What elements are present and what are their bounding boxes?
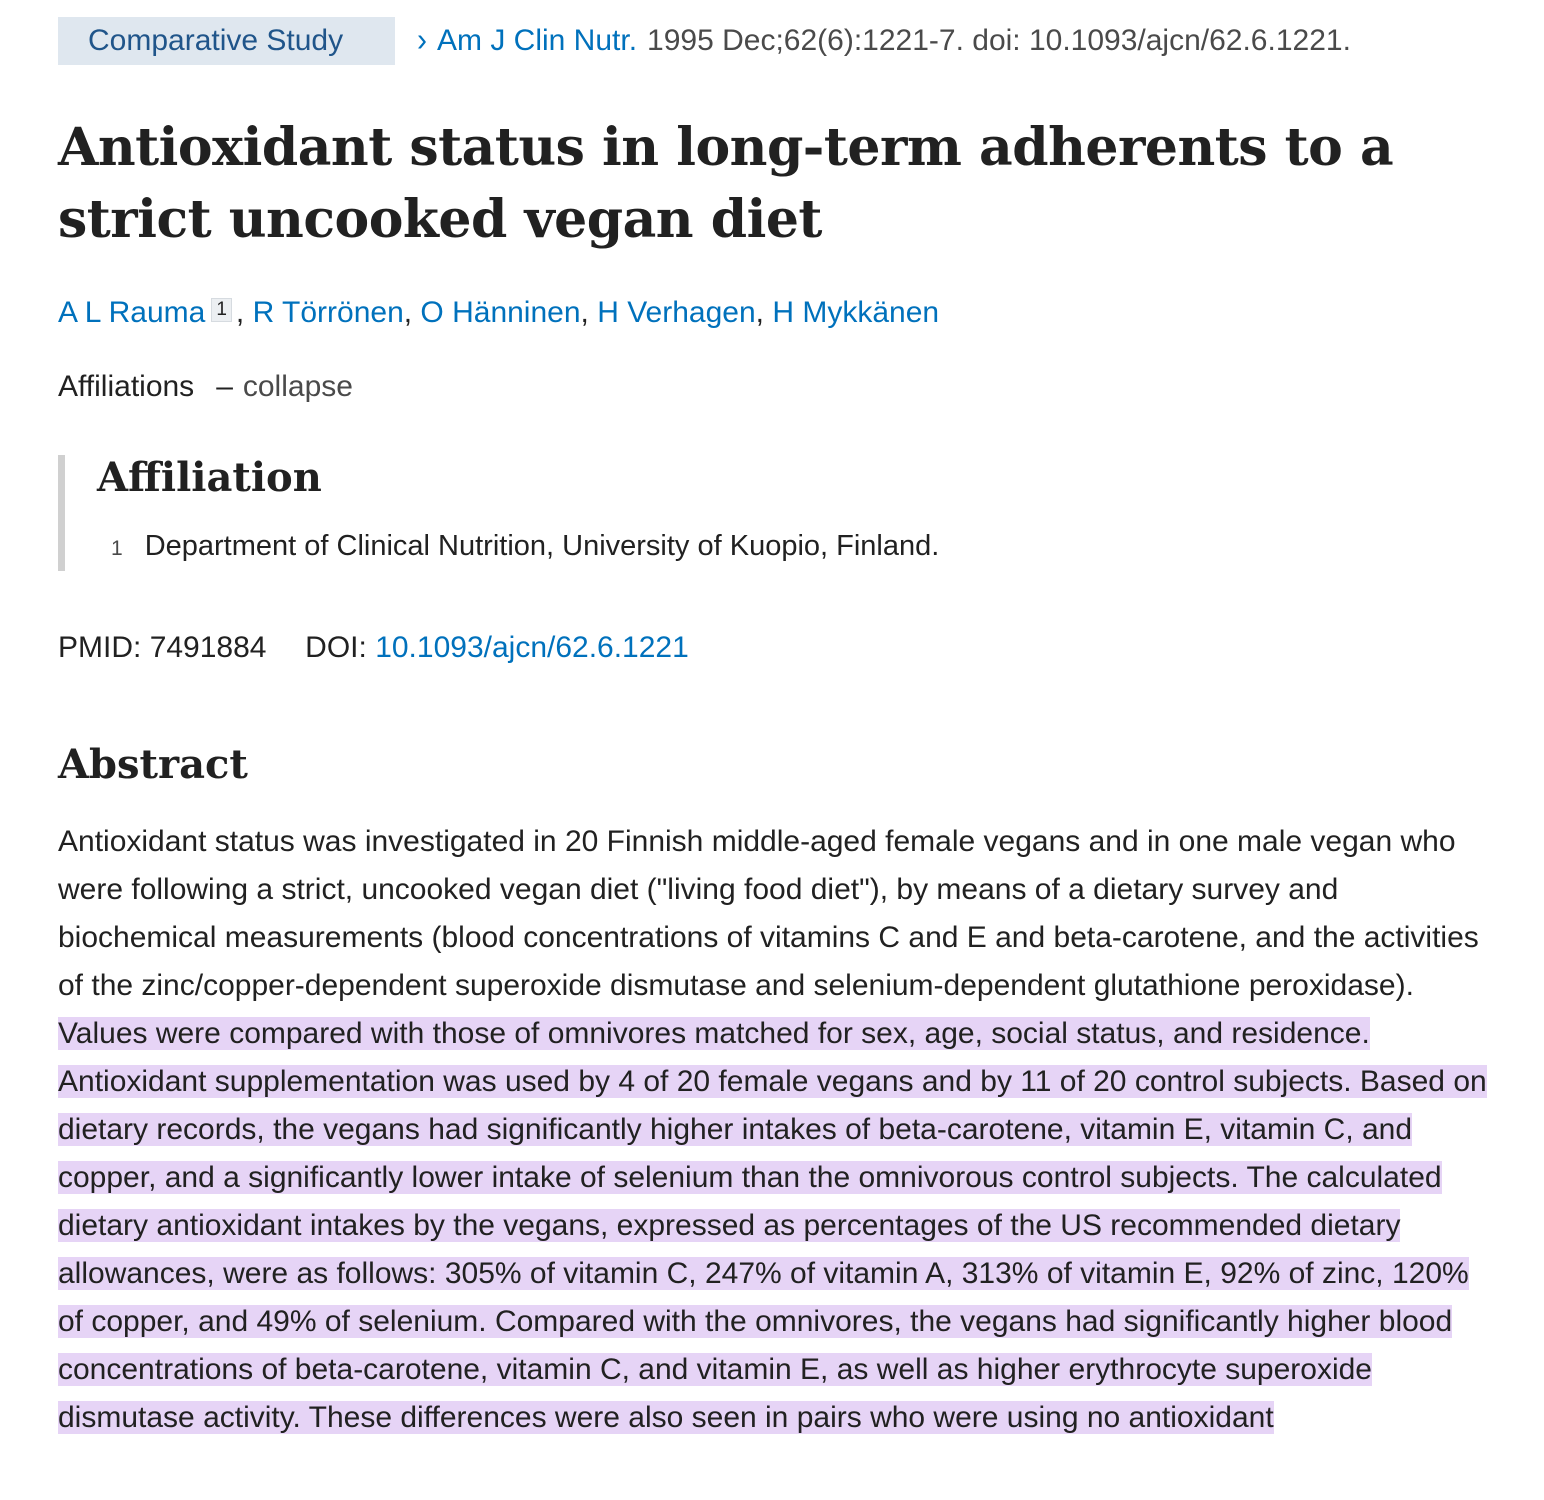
affiliation-number: 1 — [111, 537, 123, 560]
minus-icon: – — [216, 370, 233, 403]
doi-label: DOI: — [305, 631, 367, 664]
abstract-highlighted-text: Values were compared with those of omnivores matched for sex, age, social status, and residence. Antioxidant supplementation was used by 4 of 20 female vegans and by 11 of 20 control subjects. Based on dietary records, the vegans had significantly higher intakes of beta-carotene, vitamin E, vitamin C, and copper, and a significantly lower intake of selenium than the omnivorous control subjects. The calculated dietary antioxidant intakes by the vegans, expressed as percentages of the US recommended dietary allowances, were as follows: 305% of vitamin C, 247% of vitamin A, 313% of vitamin E, 92% of zinc, 120% of copper, and 49% of selenium. Compared with the omnivores, the vegans had significantly higher blood concentrations of beta-carotene, vitamin C, and vitamin E, as well as higher erythrocyte superoxide dismutase activity. These differences were also seen in pairs who were using no antioxidant — [58, 1017, 1487, 1434]
affiliation-item — [111, 530, 939, 563]
citation-details: 1995 Dec;62(6):1221-7. doi: 10.1093/ajcn/62.6.1221. — [647, 24, 1351, 57]
journal-citation — [417, 24, 1351, 58]
journal-link[interactable]: Am J Clin Nutr. — [437, 24, 638, 57]
author-link[interactable]: H Mykkänen — [772, 296, 940, 329]
affiliation-panel — [58, 455, 1365, 571]
article-title: Antioxidant status in long-term adherents to a strict uncooked vegan diet — [58, 117, 1394, 250]
abstract-heading: Abstract — [58, 741, 248, 788]
pmid-value: 7491884 — [149, 631, 267, 664]
author-link[interactable]: R Törrönen — [252, 296, 404, 329]
affiliation-ref-badge[interactable]: 1 — [211, 298, 232, 322]
author-link[interactable]: O Hänninen — [420, 296, 581, 329]
publication-type-tag[interactable]: Comparative Study — [58, 17, 395, 65]
doi-link[interactable]: 10.1093/ajcn/62.6.1221 — [375, 631, 689, 664]
pmid-label: PMID: — [58, 631, 142, 664]
author-link[interactable]: H Verhagen — [597, 296, 756, 329]
affiliations-label: Affiliations — [58, 370, 195, 403]
author-link[interactable]: A L Rauma — [58, 296, 206, 329]
citation-line — [58, 17, 1351, 65]
chevron-right-icon: › — [417, 22, 427, 59]
author-list: A L Rauma 1 , R Törrönen, O Hänninen, H Verhagen, H Mykkänen — [58, 296, 940, 329]
identifiers — [58, 631, 689, 665]
abstract-text — [58, 818, 1498, 1442]
affiliation-heading: Affiliation — [97, 454, 322, 501]
abstract-plain-text: Antioxidant status was investigated in 20 Finnish middle-aged female vegans and in one male vegan who were following a strict, uncooked vegan diet ("living food diet"), by means of a dietary survey and biochemical measurements (blood concentrations of vitamins C and E and beta-carotene, and the activities of the zinc/copper-dependent superoxide dismutase and selenium-dependent glutathione peroxidase). — [58, 825, 1479, 1002]
affiliation-text: Department of Clinical Nutrition, University of Kuopio, Finland. — [144, 530, 940, 562]
collapse-link[interactable]: collapse — [242, 370, 353, 403]
affiliations-toggle[interactable] — [58, 370, 353, 404]
